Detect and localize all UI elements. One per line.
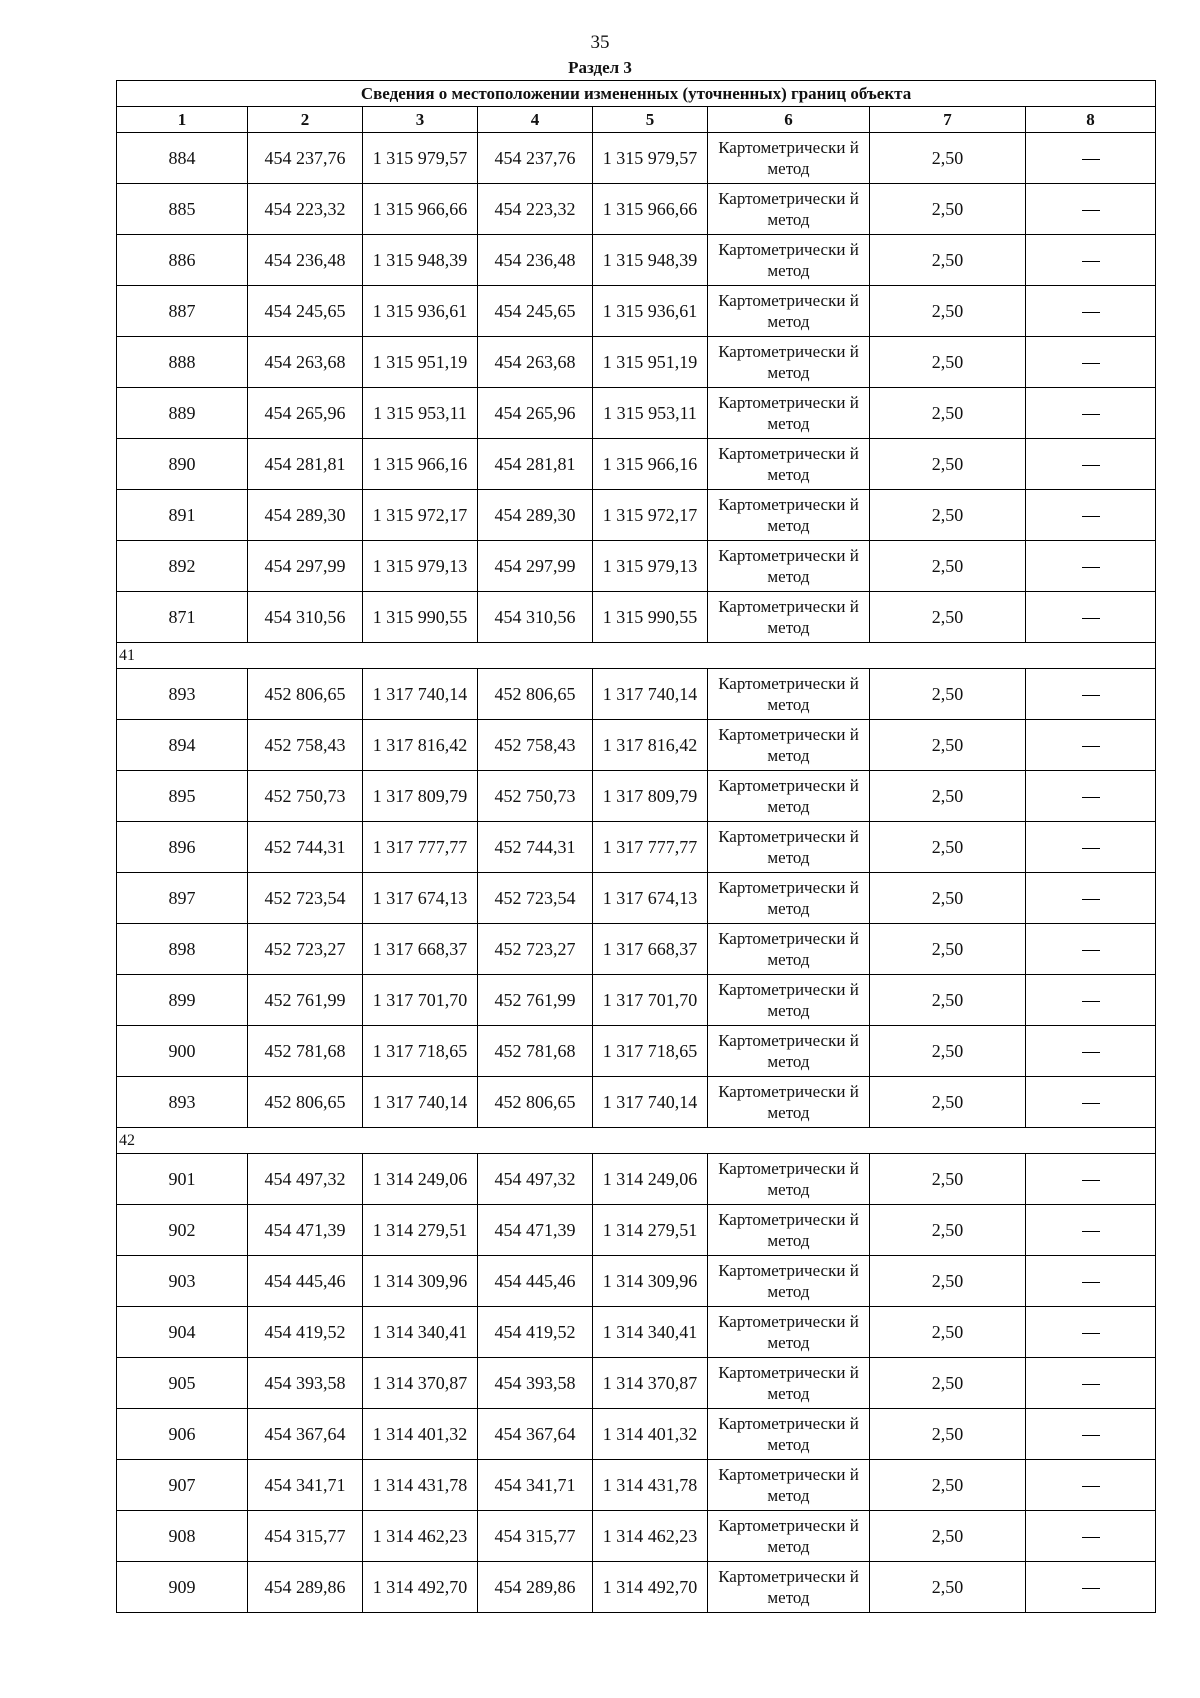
point-number-cell: 896 <box>117 822 248 873</box>
description-cell <box>1026 822 1156 873</box>
table-caption: Сведения о местоположении измененных (уточненных) границ объекта <box>117 81 1156 107</box>
y-existing-cell: 1 315 990,55 <box>363 592 478 643</box>
point-number-cell: 902 <box>117 1205 248 1256</box>
point-number-cell: 886 <box>117 235 248 286</box>
method-cell: Картометрически й метод <box>708 822 870 873</box>
table-row <box>117 133 1156 184</box>
point-number-cell: 884 <box>117 133 248 184</box>
accuracy-cell: 2,50 <box>870 235 1026 286</box>
accuracy-cell: 2,50 <box>870 1077 1026 1128</box>
description-cell <box>1026 541 1156 592</box>
method-cell: Картометрически й метод <box>708 1077 870 1128</box>
x-new-cell: 452 806,65 <box>478 669 593 720</box>
x-existing-cell: 454 310,56 <box>248 592 363 643</box>
description-cell <box>1026 1358 1156 1409</box>
description-cell <box>1026 720 1156 771</box>
column-number-header: 3 <box>363 107 478 133</box>
accuracy-cell: 2,50 <box>870 490 1026 541</box>
point-number-cell: 889 <box>117 388 248 439</box>
accuracy-cell: 2,50 <box>870 924 1026 975</box>
accuracy-cell: 2,50 <box>870 1154 1026 1205</box>
y-existing-cell: 1 315 953,11 <box>363 388 478 439</box>
y-new-cell: 1 314 431,78 <box>593 1460 708 1511</box>
accuracy-cell: 2,50 <box>870 1026 1026 1077</box>
y-existing-cell: 1 317 701,70 <box>363 975 478 1026</box>
y-new-cell: 1 317 668,37 <box>593 924 708 975</box>
point-number-cell: 901 <box>117 1154 248 1205</box>
description-cell <box>1026 337 1156 388</box>
y-existing-cell: 1 317 740,14 <box>363 1077 478 1128</box>
x-new-cell: 454 393,58 <box>478 1358 593 1409</box>
dash-mark <box>1082 414 1100 415</box>
accuracy-cell: 2,50 <box>870 1409 1026 1460</box>
accuracy-cell: 2,50 <box>870 669 1026 720</box>
dash-mark <box>1082 1486 1100 1487</box>
method-cell: Картометрически й метод <box>708 184 870 235</box>
point-number-cell: 891 <box>117 490 248 541</box>
y-new-cell: 1 317 701,70 <box>593 975 708 1026</box>
table-row <box>117 1256 1156 1307</box>
description-cell <box>1026 1460 1156 1511</box>
table-row <box>117 1562 1156 1613</box>
y-new-cell: 1 314 401,32 <box>593 1409 708 1460</box>
x-existing-cell: 454 445,46 <box>248 1256 363 1307</box>
dash-mark <box>1082 312 1100 313</box>
point-number-cell: 890 <box>117 439 248 490</box>
page-number: 35 <box>590 32 610 53</box>
point-number-cell: 898 <box>117 924 248 975</box>
x-existing-cell: 454 223,32 <box>248 184 363 235</box>
y-new-cell: 1 315 948,39 <box>593 235 708 286</box>
dash-mark <box>1082 210 1100 211</box>
x-existing-cell: 454 471,39 <box>248 1205 363 1256</box>
y-existing-cell: 1 314 309,96 <box>363 1256 478 1307</box>
y-existing-cell: 1 314 279,51 <box>363 1205 478 1256</box>
dash-mark <box>1082 261 1100 262</box>
description-cell <box>1026 1077 1156 1128</box>
dash-mark <box>1082 746 1100 747</box>
x-existing-cell: 452 761,99 <box>248 975 363 1026</box>
point-number-cell: 885 <box>117 184 248 235</box>
description-cell <box>1026 669 1156 720</box>
x-existing-cell: 454 236,48 <box>248 235 363 286</box>
dash-mark <box>1082 618 1100 619</box>
description-cell <box>1026 975 1156 1026</box>
x-new-cell: 454 281,81 <box>478 439 593 490</box>
x-new-cell: 454 315,77 <box>478 1511 593 1562</box>
y-existing-cell: 1 314 401,32 <box>363 1409 478 1460</box>
x-existing-cell: 452 723,27 <box>248 924 363 975</box>
y-existing-cell: 1 317 777,77 <box>363 822 478 873</box>
y-existing-cell: 1 314 249,06 <box>363 1154 478 1205</box>
y-existing-cell: 1 314 492,70 <box>363 1562 478 1613</box>
table-row <box>117 771 1156 822</box>
method-cell: Картометрически й метод <box>708 1154 870 1205</box>
method-cell: Картометрически й метод <box>708 1026 870 1077</box>
x-existing-cell: 452 723,54 <box>248 873 363 924</box>
dash-mark <box>1082 1180 1100 1181</box>
method-cell: Картометрически й метод <box>708 1511 870 1562</box>
x-existing-cell: 454 367,64 <box>248 1409 363 1460</box>
y-new-cell: 1 314 370,87 <box>593 1358 708 1409</box>
table-row <box>117 490 1156 541</box>
y-new-cell: 1 315 972,17 <box>593 490 708 541</box>
x-existing-cell: 454 393,58 <box>248 1358 363 1409</box>
description-cell <box>1026 1562 1156 1613</box>
table-row <box>117 1077 1156 1128</box>
y-new-cell: 1 315 951,19 <box>593 337 708 388</box>
column-number-header: 7 <box>870 107 1026 133</box>
method-cell: Картометрически й метод <box>708 592 870 643</box>
table-row <box>117 720 1156 771</box>
y-new-cell: 1 317 809,79 <box>593 771 708 822</box>
description-cell <box>1026 771 1156 822</box>
method-cell: Картометрически й метод <box>708 337 870 388</box>
x-new-cell: 454 263,68 <box>478 337 593 388</box>
method-cell: Картометрически й метод <box>708 720 870 771</box>
point-number-cell: 871 <box>117 592 248 643</box>
accuracy-cell: 2,50 <box>870 1511 1026 1562</box>
x-new-cell: 452 723,27 <box>478 924 593 975</box>
y-existing-cell: 1 317 668,37 <box>363 924 478 975</box>
accuracy-cell: 2,50 <box>870 184 1026 235</box>
description-cell <box>1026 1154 1156 1205</box>
x-existing-cell: 454 297,99 <box>248 541 363 592</box>
x-new-cell: 454 471,39 <box>478 1205 593 1256</box>
point-number-cell: 899 <box>117 975 248 1026</box>
table-row <box>117 975 1156 1026</box>
table-row <box>117 1205 1156 1256</box>
method-cell: Картометрически й метод <box>708 286 870 337</box>
point-number-cell: 887 <box>117 286 248 337</box>
table-row <box>117 592 1156 643</box>
description-cell <box>1026 133 1156 184</box>
y-new-cell: 1 317 740,14 <box>593 669 708 720</box>
table-row <box>117 873 1156 924</box>
table-row <box>117 337 1156 388</box>
x-existing-cell: 454 245,65 <box>248 286 363 337</box>
x-new-cell: 454 289,86 <box>478 1562 593 1613</box>
method-cell: Картометрически й метод <box>708 439 870 490</box>
x-existing-cell: 452 744,31 <box>248 822 363 873</box>
table-row <box>117 669 1156 720</box>
description-cell <box>1026 1205 1156 1256</box>
y-new-cell: 1 317 718,65 <box>593 1026 708 1077</box>
table-row <box>117 388 1156 439</box>
x-new-cell: 452 761,99 <box>478 975 593 1026</box>
column-number-header: 1 <box>117 107 248 133</box>
accuracy-cell: 2,50 <box>870 337 1026 388</box>
y-existing-cell: 1 315 936,61 <box>363 286 478 337</box>
accuracy-cell: 2,50 <box>870 822 1026 873</box>
dash-mark <box>1082 1588 1100 1589</box>
x-existing-cell: 454 289,86 <box>248 1562 363 1613</box>
table-row <box>117 1358 1156 1409</box>
y-existing-cell: 1 315 972,17 <box>363 490 478 541</box>
y-existing-cell: 1 315 966,16 <box>363 439 478 490</box>
dash-mark <box>1082 516 1100 517</box>
method-cell: Картометрически й метод <box>708 771 870 822</box>
y-new-cell: 1 315 979,57 <box>593 133 708 184</box>
dash-mark <box>1082 950 1100 951</box>
table-row <box>117 286 1156 337</box>
y-existing-cell: 1 315 948,39 <box>363 235 478 286</box>
dash-mark <box>1082 1231 1100 1232</box>
dash-mark <box>1082 363 1100 364</box>
y-new-cell: 1 314 309,96 <box>593 1256 708 1307</box>
dash-mark <box>1082 465 1100 466</box>
x-new-cell: 454 289,30 <box>478 490 593 541</box>
dash-mark <box>1082 797 1100 798</box>
x-existing-cell: 454 341,71 <box>248 1460 363 1511</box>
y-new-cell: 1 314 279,51 <box>593 1205 708 1256</box>
x-new-cell: 452 744,31 <box>478 822 593 873</box>
column-number-header: 5 <box>593 107 708 133</box>
y-new-cell: 1 317 740,14 <box>593 1077 708 1128</box>
table-row <box>117 439 1156 490</box>
accuracy-cell: 2,50 <box>870 771 1026 822</box>
y-existing-cell: 1 314 340,41 <box>363 1307 478 1358</box>
description-cell <box>1026 1409 1156 1460</box>
method-cell: Картометрически й метод <box>708 388 870 439</box>
description-cell <box>1026 235 1156 286</box>
y-new-cell: 1 317 674,13 <box>593 873 708 924</box>
method-cell: Картометрически й метод <box>708 1409 870 1460</box>
y-new-cell: 1 317 816,42 <box>593 720 708 771</box>
x-existing-cell: 452 758,43 <box>248 720 363 771</box>
dash-mark <box>1082 1537 1100 1538</box>
y-existing-cell: 1 315 979,57 <box>363 133 478 184</box>
table-body <box>117 133 1156 1613</box>
x-existing-cell: 454 497,32 <box>248 1154 363 1205</box>
x-new-cell: 452 750,73 <box>478 771 593 822</box>
point-number-cell: 907 <box>117 1460 248 1511</box>
y-existing-cell: 1 317 718,65 <box>363 1026 478 1077</box>
method-cell: Картометрически й метод <box>708 975 870 1026</box>
y-existing-cell: 1 315 979,13 <box>363 541 478 592</box>
description-cell <box>1026 1026 1156 1077</box>
x-existing-cell: 452 750,73 <box>248 771 363 822</box>
column-number-row <box>117 107 1156 133</box>
group-label-row <box>117 1128 1156 1154</box>
x-existing-cell: 452 806,65 <box>248 1077 363 1128</box>
y-new-cell: 1 317 777,77 <box>593 822 708 873</box>
x-new-cell: 454 445,46 <box>478 1256 593 1307</box>
x-new-cell: 454 310,56 <box>478 592 593 643</box>
point-number-cell: 905 <box>117 1358 248 1409</box>
table-row <box>117 235 1156 286</box>
accuracy-cell: 2,50 <box>870 133 1026 184</box>
x-existing-cell: 454 289,30 <box>248 490 363 541</box>
y-new-cell: 1 315 979,13 <box>593 541 708 592</box>
table-row <box>117 184 1156 235</box>
y-new-cell: 1 315 966,66 <box>593 184 708 235</box>
method-cell: Картометрически й метод <box>708 133 870 184</box>
y-existing-cell: 1 315 966,66 <box>363 184 478 235</box>
description-cell <box>1026 873 1156 924</box>
y-new-cell: 1 315 966,16 <box>593 439 708 490</box>
accuracy-cell: 2,50 <box>870 873 1026 924</box>
x-existing-cell: 454 237,76 <box>248 133 363 184</box>
description-cell <box>1026 490 1156 541</box>
point-number-cell: 893 <box>117 1077 248 1128</box>
x-new-cell: 452 723,54 <box>478 873 593 924</box>
accuracy-cell: 2,50 <box>870 388 1026 439</box>
point-number-cell: 893 <box>117 669 248 720</box>
y-existing-cell: 1 317 809,79 <box>363 771 478 822</box>
description-cell <box>1026 1307 1156 1358</box>
point-number-cell: 904 <box>117 1307 248 1358</box>
table-row <box>117 1511 1156 1562</box>
x-existing-cell: 454 265,96 <box>248 388 363 439</box>
x-new-cell: 454 223,32 <box>478 184 593 235</box>
method-cell: Картометрически й метод <box>708 1562 870 1613</box>
y-new-cell: 1 314 340,41 <box>593 1307 708 1358</box>
column-number-header: 4 <box>478 107 593 133</box>
method-cell: Картометрически й метод <box>708 1460 870 1511</box>
x-existing-cell: 452 781,68 <box>248 1026 363 1077</box>
accuracy-cell: 2,50 <box>870 1307 1026 1358</box>
dash-mark <box>1082 567 1100 568</box>
group-label-row <box>117 643 1156 669</box>
x-existing-cell: 452 806,65 <box>248 669 363 720</box>
x-new-cell: 452 758,43 <box>478 720 593 771</box>
x-new-cell: 454 367,64 <box>478 1409 593 1460</box>
y-new-cell: 1 314 492,70 <box>593 1562 708 1613</box>
method-cell: Картометрически й метод <box>708 490 870 541</box>
method-cell: Картометрически й метод <box>708 873 870 924</box>
point-number-cell: 894 <box>117 720 248 771</box>
table-row <box>117 1307 1156 1358</box>
y-existing-cell: 1 317 740,14 <box>363 669 478 720</box>
table-row <box>117 1154 1156 1205</box>
x-new-cell: 452 781,68 <box>478 1026 593 1077</box>
dash-mark <box>1082 1435 1100 1436</box>
point-number-cell: 892 <box>117 541 248 592</box>
x-new-cell: 454 297,99 <box>478 541 593 592</box>
y-existing-cell: 1 317 816,42 <box>363 720 478 771</box>
accuracy-cell: 2,50 <box>870 286 1026 337</box>
method-cell: Картометрически й метод <box>708 1307 870 1358</box>
dash-mark <box>1082 695 1100 696</box>
y-new-cell: 1 315 953,11 <box>593 388 708 439</box>
point-number-cell: 895 <box>117 771 248 822</box>
accuracy-cell: 2,50 <box>870 541 1026 592</box>
point-number-cell: 897 <box>117 873 248 924</box>
accuracy-cell: 2,50 <box>870 439 1026 490</box>
x-new-cell: 454 265,96 <box>478 388 593 439</box>
y-existing-cell: 1 314 370,87 <box>363 1358 478 1409</box>
dash-mark <box>1082 1333 1100 1334</box>
description-cell <box>1026 592 1156 643</box>
x-existing-cell: 454 263,68 <box>248 337 363 388</box>
point-number-cell: 906 <box>117 1409 248 1460</box>
point-number-cell: 908 <box>117 1511 248 1562</box>
group-label: 41 <box>117 643 1156 669</box>
group-label: 42 <box>117 1128 1156 1154</box>
table-row <box>117 541 1156 592</box>
y-existing-cell: 1 314 462,23 <box>363 1511 478 1562</box>
x-new-cell: 452 806,65 <box>478 1077 593 1128</box>
dash-mark <box>1082 1282 1100 1283</box>
description-cell <box>1026 388 1156 439</box>
y-existing-cell: 1 317 674,13 <box>363 873 478 924</box>
method-cell: Картометрически й метод <box>708 235 870 286</box>
description-cell <box>1026 1256 1156 1307</box>
accuracy-cell: 2,50 <box>870 1460 1026 1511</box>
table-row <box>117 822 1156 873</box>
x-new-cell: 454 237,76 <box>478 133 593 184</box>
table-row <box>117 1460 1156 1511</box>
x-existing-cell: 454 419,52 <box>248 1307 363 1358</box>
table-row <box>117 1026 1156 1077</box>
description-cell <box>1026 1511 1156 1562</box>
accuracy-cell: 2,50 <box>870 1358 1026 1409</box>
y-new-cell: 1 315 936,61 <box>593 286 708 337</box>
method-cell: Картометрически й метод <box>708 669 870 720</box>
dash-mark <box>1082 159 1100 160</box>
dash-mark <box>1082 1001 1100 1002</box>
x-new-cell: 454 419,52 <box>478 1307 593 1358</box>
table-row <box>117 924 1156 975</box>
x-existing-cell: 454 281,81 <box>248 439 363 490</box>
accuracy-cell: 2,50 <box>870 1256 1026 1307</box>
method-cell: Картометрически й метод <box>708 541 870 592</box>
y-existing-cell: 1 314 431,78 <box>363 1460 478 1511</box>
dash-mark <box>1082 1103 1100 1104</box>
dash-mark <box>1082 848 1100 849</box>
accuracy-cell: 2,50 <box>870 592 1026 643</box>
description-cell <box>1026 924 1156 975</box>
dash-mark <box>1082 1384 1100 1385</box>
x-existing-cell: 454 315,77 <box>248 1511 363 1562</box>
column-number-header: 2 <box>248 107 363 133</box>
x-new-cell: 454 497,32 <box>478 1154 593 1205</box>
x-new-cell: 454 236,48 <box>478 235 593 286</box>
description-cell <box>1026 439 1156 490</box>
section-title: Раздел 3 <box>568 58 632 77</box>
y-existing-cell: 1 315 951,19 <box>363 337 478 388</box>
method-cell: Картометрически й метод <box>708 1358 870 1409</box>
description-cell <box>1026 286 1156 337</box>
accuracy-cell: 2,50 <box>870 720 1026 771</box>
dash-mark <box>1082 899 1100 900</box>
method-cell: Картометрически й метод <box>708 1205 870 1256</box>
method-cell: Картометрически й метод <box>708 1256 870 1307</box>
boundary-coordinates-table <box>116 80 1156 1613</box>
accuracy-cell: 2,50 <box>870 1205 1026 1256</box>
y-new-cell: 1 314 249,06 <box>593 1154 708 1205</box>
table-row <box>117 1409 1156 1460</box>
column-number-header: 6 <box>708 107 870 133</box>
x-new-cell: 454 245,65 <box>478 286 593 337</box>
description-cell <box>1026 184 1156 235</box>
accuracy-cell: 2,50 <box>870 1562 1026 1613</box>
column-number-header: 8 <box>1026 107 1156 133</box>
point-number-cell: 900 <box>117 1026 248 1077</box>
point-number-cell: 888 <box>117 337 248 388</box>
method-cell: Картометрически й метод <box>708 924 870 975</box>
y-new-cell: 1 315 990,55 <box>593 592 708 643</box>
point-number-cell: 909 <box>117 1562 248 1613</box>
x-new-cell: 454 341,71 <box>478 1460 593 1511</box>
point-number-cell: 903 <box>117 1256 248 1307</box>
accuracy-cell: 2,50 <box>870 975 1026 1026</box>
dash-mark <box>1082 1052 1100 1053</box>
y-new-cell: 1 314 462,23 <box>593 1511 708 1562</box>
